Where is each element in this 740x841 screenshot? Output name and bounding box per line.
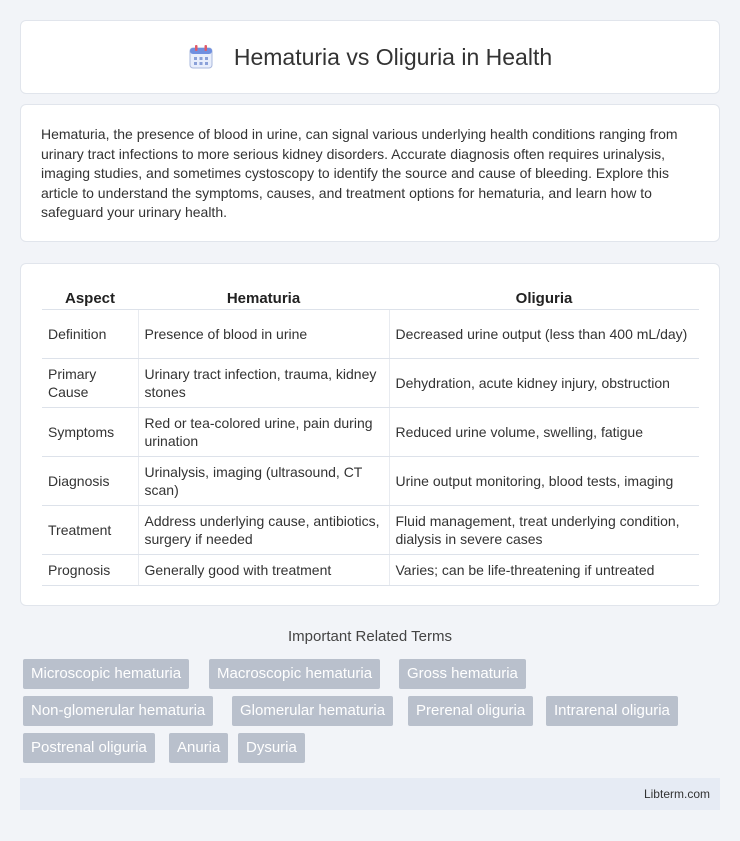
comparison-table-card	[20, 263, 720, 606]
footer-site-link[interactable]: Libterm.com	[643, 787, 710, 801]
tag-link[interactable]: Anuria	[169, 733, 228, 763]
table-cell: Generally good with treatment	[138, 554, 389, 585]
column-header-oliguria: Oliguria	[389, 285, 699, 309]
tag-link[interactable]: Prerenal oliguria	[408, 696, 533, 726]
header-card	[20, 20, 720, 94]
table-cell: Varies; can be life-threatening if untreated	[389, 554, 699, 585]
table-cell: Presence of blood in urine	[138, 309, 389, 358]
table-row	[42, 456, 699, 505]
table-cell: Address underlying cause, antibiotics, surgery if needed	[138, 505, 389, 554]
table-row	[42, 358, 699, 407]
tag-link[interactable]: Dysuria	[238, 733, 305, 763]
table-cell: Prognosis	[42, 554, 138, 585]
table-row	[42, 407, 699, 456]
table-row	[42, 505, 699, 554]
table-row	[42, 309, 699, 358]
table-cell: Dehydration, acute kidney injury, obstruction	[389, 358, 699, 407]
column-header-aspect: Aspect	[42, 285, 138, 309]
related-terms-title: Important Related Terms	[288, 628, 452, 645]
tag-link[interactable]: Non-glomerular hematuria	[23, 696, 213, 726]
table-cell: Diagnosis	[42, 456, 138, 505]
table-cell: Reduced urine volume, swelling, fatigue	[389, 407, 699, 456]
tag-link[interactable]: Microscopic hematuria	[23, 659, 189, 689]
intro-text: Hematuria, the presence of blood in urine, can signal various underlying health conditions ranging from urinary tract infections to more serious kidney disorders. Accurate diagnosis often requires urinalysis, imaging studies, and sometimes cystoscopy to identify the source and cause of bleeding. Explore this article to understand the symptoms, causes, and treatment options for hematuria, and learn how to safeguard your urinary health.	[41, 126, 678, 221]
table-cell: Urine output monitoring, blood tests, imaging	[389, 456, 699, 505]
calendar-icon	[188, 44, 214, 70]
table-cell: Urinary tract infection, trauma, kidney stones	[138, 358, 389, 407]
table-cell: Primary Cause	[42, 358, 138, 407]
table-cell: Decreased urine output (less than 400 mL/day)	[389, 309, 699, 358]
table-header-row	[42, 285, 699, 309]
comparison-table	[42, 285, 699, 586]
intro-card	[20, 104, 720, 242]
tag-link[interactable]: Macroscopic hematuria	[209, 659, 380, 689]
tag-link[interactable]: Glomerular hematuria	[232, 696, 393, 726]
table-cell: Fluid management, treat underlying condition, dialysis in severe cases	[389, 505, 699, 554]
table-cell: Symptoms	[42, 407, 138, 456]
table-cell: Urinalysis, imaging (ultrasound, CT scan)	[138, 456, 389, 505]
footer	[20, 778, 720, 810]
column-header-hematuria: Hematuria	[138, 285, 389, 309]
tag-link[interactable]: Postrenal oliguria	[23, 733, 155, 763]
table-cell: Treatment	[42, 505, 138, 554]
table-row	[42, 554, 699, 585]
table-cell: Definition	[42, 309, 138, 358]
tag-link[interactable]: Gross hematuria	[399, 659, 526, 689]
page-title: Hematuria vs Oliguria in Health	[233, 43, 553, 70]
table-cell: Red or tea-colored urine, pain during urination	[138, 407, 389, 456]
tag-link[interactable]: Intrarenal oliguria	[546, 696, 678, 726]
